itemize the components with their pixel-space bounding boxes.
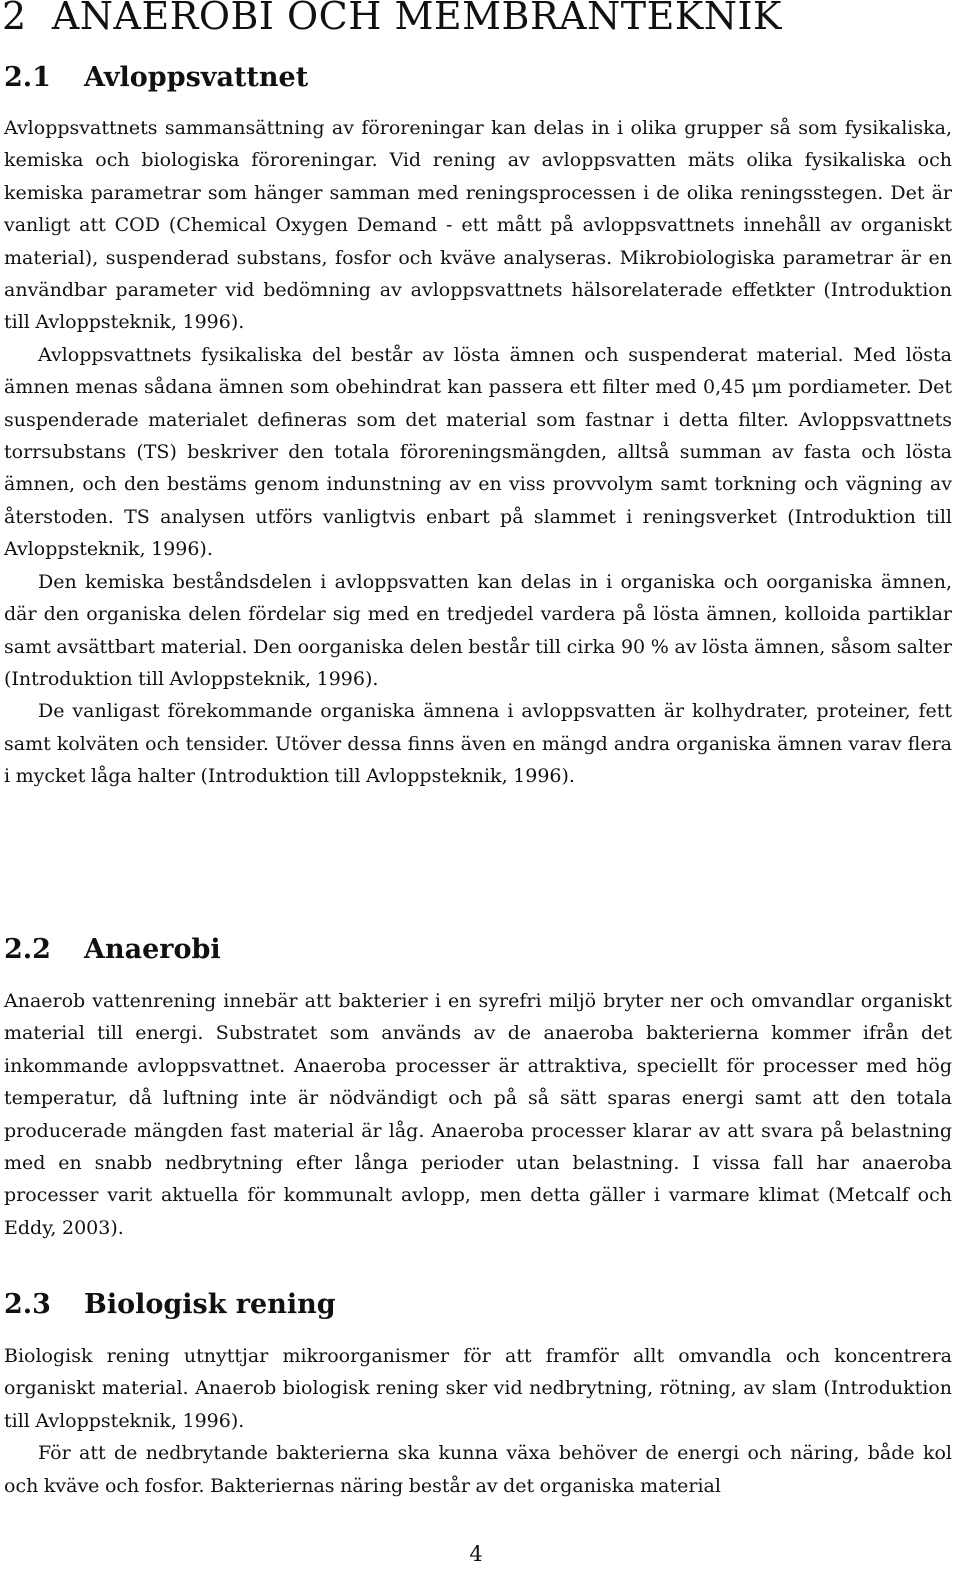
section-number: 2.3 [4, 1289, 51, 1320]
section-heading [4, 62, 952, 93]
paragraph: Avloppsvattnets fysikaliska del består av lösta ämnen och suspenderat material. Med lösta ämnen menas sådana ämnen som obehindrat kan passera ett filter med 0,45 μm pordiameter. Det suspenderade materialet defineras som det material som fastnar i detta filter. Avloppsvattnets torrsubstans (TS) beskriver den totala föroreningsmängden, alltså summan av fasta och lösta ämnen, och den bestäms genom indunstning av en viss provvolym samt torkning och vägning av återstoden. TS analysen utförs vanligtvis enbart på slammet i reningsverket (Introduktion till Avloppsteknik, 1996). [4, 343, 952, 561]
section-heading [4, 934, 952, 965]
section-heading [4, 1289, 952, 1320]
section-biologisk-rening [4, 1289, 952, 1502]
section-number: 2.2 [4, 934, 51, 965]
section-title: Anaerobi [84, 934, 221, 965]
section-anaerobi [4, 934, 952, 1244]
page-number: 4 [469, 1542, 483, 1566]
chapter-title-text: ANAEROBI OCH MEMBRANTEKNIK [51, 0, 782, 38]
paragraph: De vanligast förekommande organiska ämnena i avloppsvatten är kolhydrater, proteiner, fett samt kolväten och tensider. Utöver dessa finns även en mängd andra organiska ämnen varav flera i mycket låga halter (Introduktion till Avloppsteknik, 1996). [4, 700, 952, 788]
section-number: 2.1 [4, 62, 51, 93]
section-avloppsvattnet [4, 62, 952, 793]
chapter-number: 2 [2, 0, 27, 38]
section-title: Avloppsvattnet [84, 62, 309, 93]
paragraph: Avloppsvattnets sammansättning av föroreningar kan delas in i olika grupper så som fysikaliska, kemiska och biologiska föroreningar. Vid rening av avloppsvatten mäts olika fysikaliska och kemiska parametrar som hänger samman med reningsprocessen i de olika reningsstegen. Det är vanligt att COD (Chemical Oxygen Demand - ett mått på avloppsvattnets innehåll av organiskt material), suspenderad substans, fosfor och kväve analyseras. Mikrobiologiska parametrar är en användbar parameter vid bedömning av avloppsvattnets hälsorelaterade effetkter (Introduktion till Avloppsteknik, 1996). [4, 117, 952, 334]
paragraph: Anaerob vattenrening innebär att bakterier i en syrefri miljö bryter ner och omvandlar organiskt material till energi. Substratet som används av de anaeroba bakterierna kommer ifrån det inkommande avloppsvattnet. Anaeroba processer är attraktiva, speciellt för processer med hög temperatur, då luftning inte är nödvändigt och på så sätt sparas energi samt att den totala producerade mängden fast material är låg. Anaeroba processer klarar av att svara på belastning med en snabb nedbrytning efter långa perioder utan belastning. I vissa fall har anaeroba processer varit aktuella för kommunalt avlopp, men detta gäller i varmare klimat (Metcalf och Eddy, 2003). [4, 990, 952, 1239]
chapter-title [2, 0, 782, 38]
paragraph: Den kemiska beståndsdelen i avloppsvatten kan delas in i organiska och oorganiska ämnen, där den organiska delen fördelar sig med en tredjedel vardera på lösta ämnen, kolloida partiklar samt avsättbart material. Den oorganiska delen består till cirka 90 % av lösta ämnen, såsom salter (Introduktion till Avloppsteknik, 1996). [4, 570, 952, 690]
paragraph: Biologisk rening utnyttjar mikroorganismer för att framför allt omvandla och koncentrera organiskt material. Anaerob biologisk rening sker vid nedbrytning, rötning, av slam (Introduktion till Avloppsteknik, 1996). [4, 1345, 952, 1432]
section-title: Biologisk rening [84, 1289, 336, 1320]
paragraph: För att de nedbrytande bakterierna ska kunna växa behöver de energi och näring, både kol och kväve och fosfor. Bakteriernas näring består av det organiska material [4, 1442, 952, 1497]
